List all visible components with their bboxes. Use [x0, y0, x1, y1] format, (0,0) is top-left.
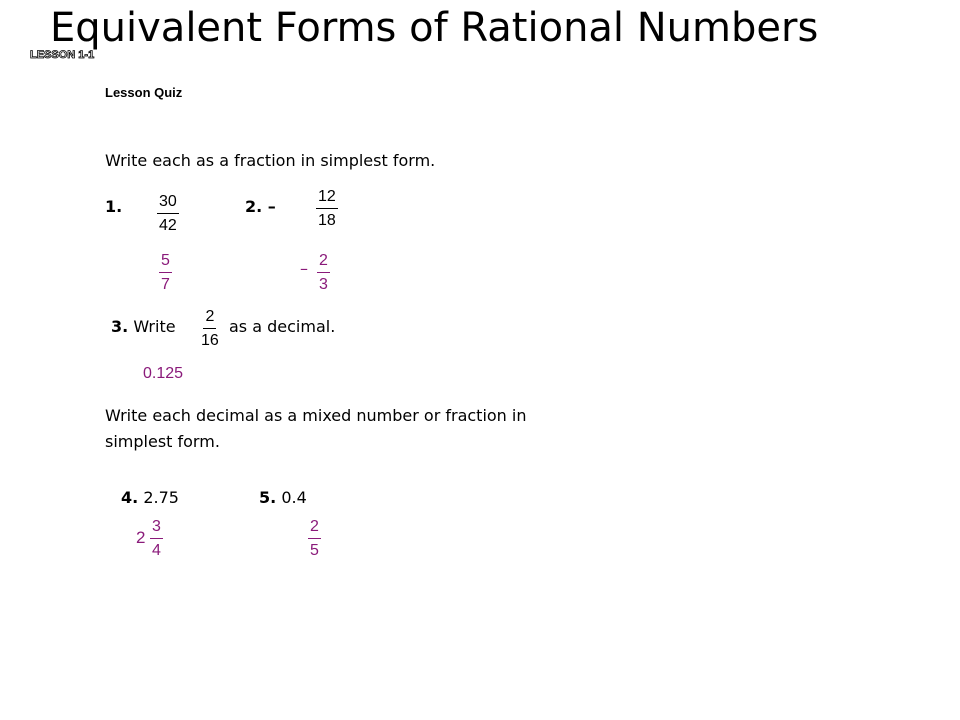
q2-fraction: [316, 189, 338, 229]
q4-answer-whole: 2: [136, 528, 146, 547]
q3-numerator: 2: [203, 309, 216, 329]
instruction-simplest-form: Write each as a fraction in simplest form.: [105, 151, 436, 170]
q2-answer-denominator: 3: [319, 276, 328, 293]
q3-text-after: as a decimal.: [229, 317, 336, 336]
lesson-tag: LESSON 1-1: [30, 49, 95, 61]
q3-answer: 0.125: [143, 365, 184, 382]
instruction-mixed-number-line1: Write each decimal as a mixed number or fraction in: [105, 406, 527, 425]
q5-prompt: 5. 0.4: [259, 488, 307, 507]
q2-denominator: 18: [318, 212, 336, 229]
q1-label: 1.: [105, 197, 123, 216]
q5-answer-fraction: [308, 519, 321, 559]
instruction-mixed-number-line2: simplest form.: [105, 432, 220, 451]
q2-label: 2. –: [245, 197, 276, 216]
q4-answer-numerator: 3: [150, 519, 163, 539]
q1-answer-denominator: 7: [161, 276, 170, 293]
q3-fraction: [199, 309, 221, 349]
q2-answer-fraction: [317, 253, 330, 293]
q1-answer-fraction: [159, 253, 172, 293]
q2-answer-sign: –: [300, 259, 308, 278]
q4-answer-fraction: [150, 519, 163, 559]
q3-text-before: 3. Write: [111, 317, 176, 336]
q3-denominator: 16: [201, 332, 219, 349]
q1-answer-numerator: 5: [159, 253, 172, 273]
q4-prompt: 4. 2.75: [121, 488, 179, 507]
q2-answer-numerator: 2: [317, 253, 330, 273]
lesson-quiz-subtitle: Lesson Quiz: [105, 85, 183, 100]
q5-answer-numerator: 2: [308, 519, 321, 539]
page-title: Equivalent Forms of Rational Numbers: [50, 5, 819, 51]
q1-denominator: 42: [159, 217, 177, 234]
q5-answer-denominator: 5: [310, 542, 319, 559]
q4-answer-denominator: 4: [152, 542, 161, 559]
q1-numerator: 30: [157, 194, 179, 214]
q1-fraction: [157, 194, 179, 234]
q2-numerator: 12: [316, 189, 338, 209]
